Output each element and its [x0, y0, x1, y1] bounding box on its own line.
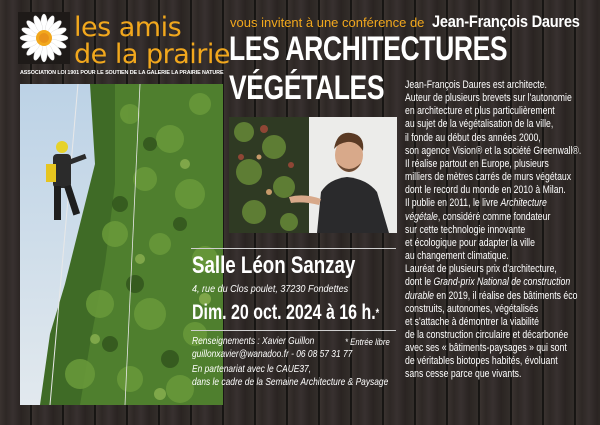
event-context: dans le cadre de la Semaine Architecture & Paysage — [192, 376, 389, 388]
bio-line: de la construction circulaire et décarbonée — [405, 328, 569, 341]
divider-top — [191, 248, 396, 249]
event-date — [192, 300, 379, 326]
bio-line: son agence Vision® et la société Greenwall®. — [405, 144, 582, 157]
speaker-name: Jean-François Daures — [431, 12, 580, 31]
book-title-cont: végétale — [405, 210, 438, 223]
speaker-portrait-illustration — [229, 117, 397, 233]
bio-line — [405, 276, 571, 289]
award-title-cont: durable — [405, 289, 434, 302]
contact-details: guillonxavier@wanadoo.fr - 06 08 57 31 77 — [192, 348, 353, 360]
bio-line — [405, 289, 578, 303]
bio-line: sans cesse parce que vivants. — [405, 368, 522, 381]
bio-line: milliers de mètres carrés de murs végétaux — [405, 171, 572, 184]
speaker-bio — [405, 79, 595, 382]
book-title: Architecture — [500, 197, 547, 210]
invitation-line — [230, 12, 600, 32]
bio-text: dont le — [405, 276, 434, 289]
bio-text: , considéré comme fondateur — [437, 210, 551, 223]
bio-line: de véritables biotopes habités, évoluant — [405, 355, 558, 368]
bio-line: sur cette technologie innovante — [405, 223, 526, 236]
divider-bottom — [191, 330, 396, 331]
bio-line: au changement climatique. — [405, 250, 509, 263]
bio-line: Auteur de plusieurs brevets sur l'autonomie — [405, 92, 572, 105]
date-asterisk: * — [375, 306, 380, 320]
bio-line: construits, autonomes, végétalisés — [405, 302, 539, 315]
bio-line: Lauréat de plusieurs prix d'architecture, — [405, 263, 557, 276]
bio-line: Jean-François Daures est architecte. — [405, 79, 547, 91]
logo-line-1: les amis — [74, 12, 182, 43]
event-title-line-2: VÉGÉTALES — [229, 69, 385, 107]
bio-text: en 2019, il réalise des bâtiments éco — [433, 289, 578, 302]
bio-line: avec ses « bâtiments-paysages » qui sont — [405, 342, 567, 355]
bio-line: dont le record du monde en 2010 à Milan. — [405, 184, 566, 197]
speaker-portrait — [229, 117, 397, 233]
bio-line: Il réalise partout en Europe, plusieurs — [405, 157, 549, 170]
bio-line: au sujet de la végétalisation de la ville, — [405, 118, 554, 131]
bio-text: Il publie en 2011, le livre — [405, 197, 501, 210]
bio-line — [405, 197, 561, 210]
association-tagline: ASSOCIATION LOI 1901 POUR LE SOUTIEN DE LA GALERIE LA PRAIRIE NATURE — [20, 70, 224, 76]
free-entry-note: * Entrée libre — [345, 337, 390, 347]
bio-line: en architecture et plus particulièrement — [405, 105, 555, 118]
bio-line: il fonde au début des années 2000, — [405, 131, 541, 144]
bio-line: et s'attache à démontrer la viabilité — [405, 315, 539, 328]
event-title-line-1: LES ARCHITECTURES — [229, 30, 508, 68]
association-logo — [18, 12, 230, 70]
venue-address: 4, rue du Clos poulet, 37230 Fondettes — [192, 283, 349, 295]
logo-line-2: de la prairie — [74, 39, 230, 70]
partner-line: En partenariat avec le CAUE37, — [192, 363, 312, 375]
contact-name: Renseignements : Xavier Guillon — [192, 335, 315, 347]
daisy-icon — [18, 12, 70, 64]
bio-line: et écologique pour adapter la ville — [405, 236, 535, 249]
bio-line — [405, 211, 561, 224]
venue-name: Salle Léon Sanzay — [192, 252, 356, 279]
event-date-text: Dim. 20 oct. 2024 à 16 h. — [192, 301, 376, 324]
invitation-prefix: vous invitent à une conférence de — [230, 15, 425, 30]
award-title: Grand-prix National de construction — [433, 276, 571, 289]
